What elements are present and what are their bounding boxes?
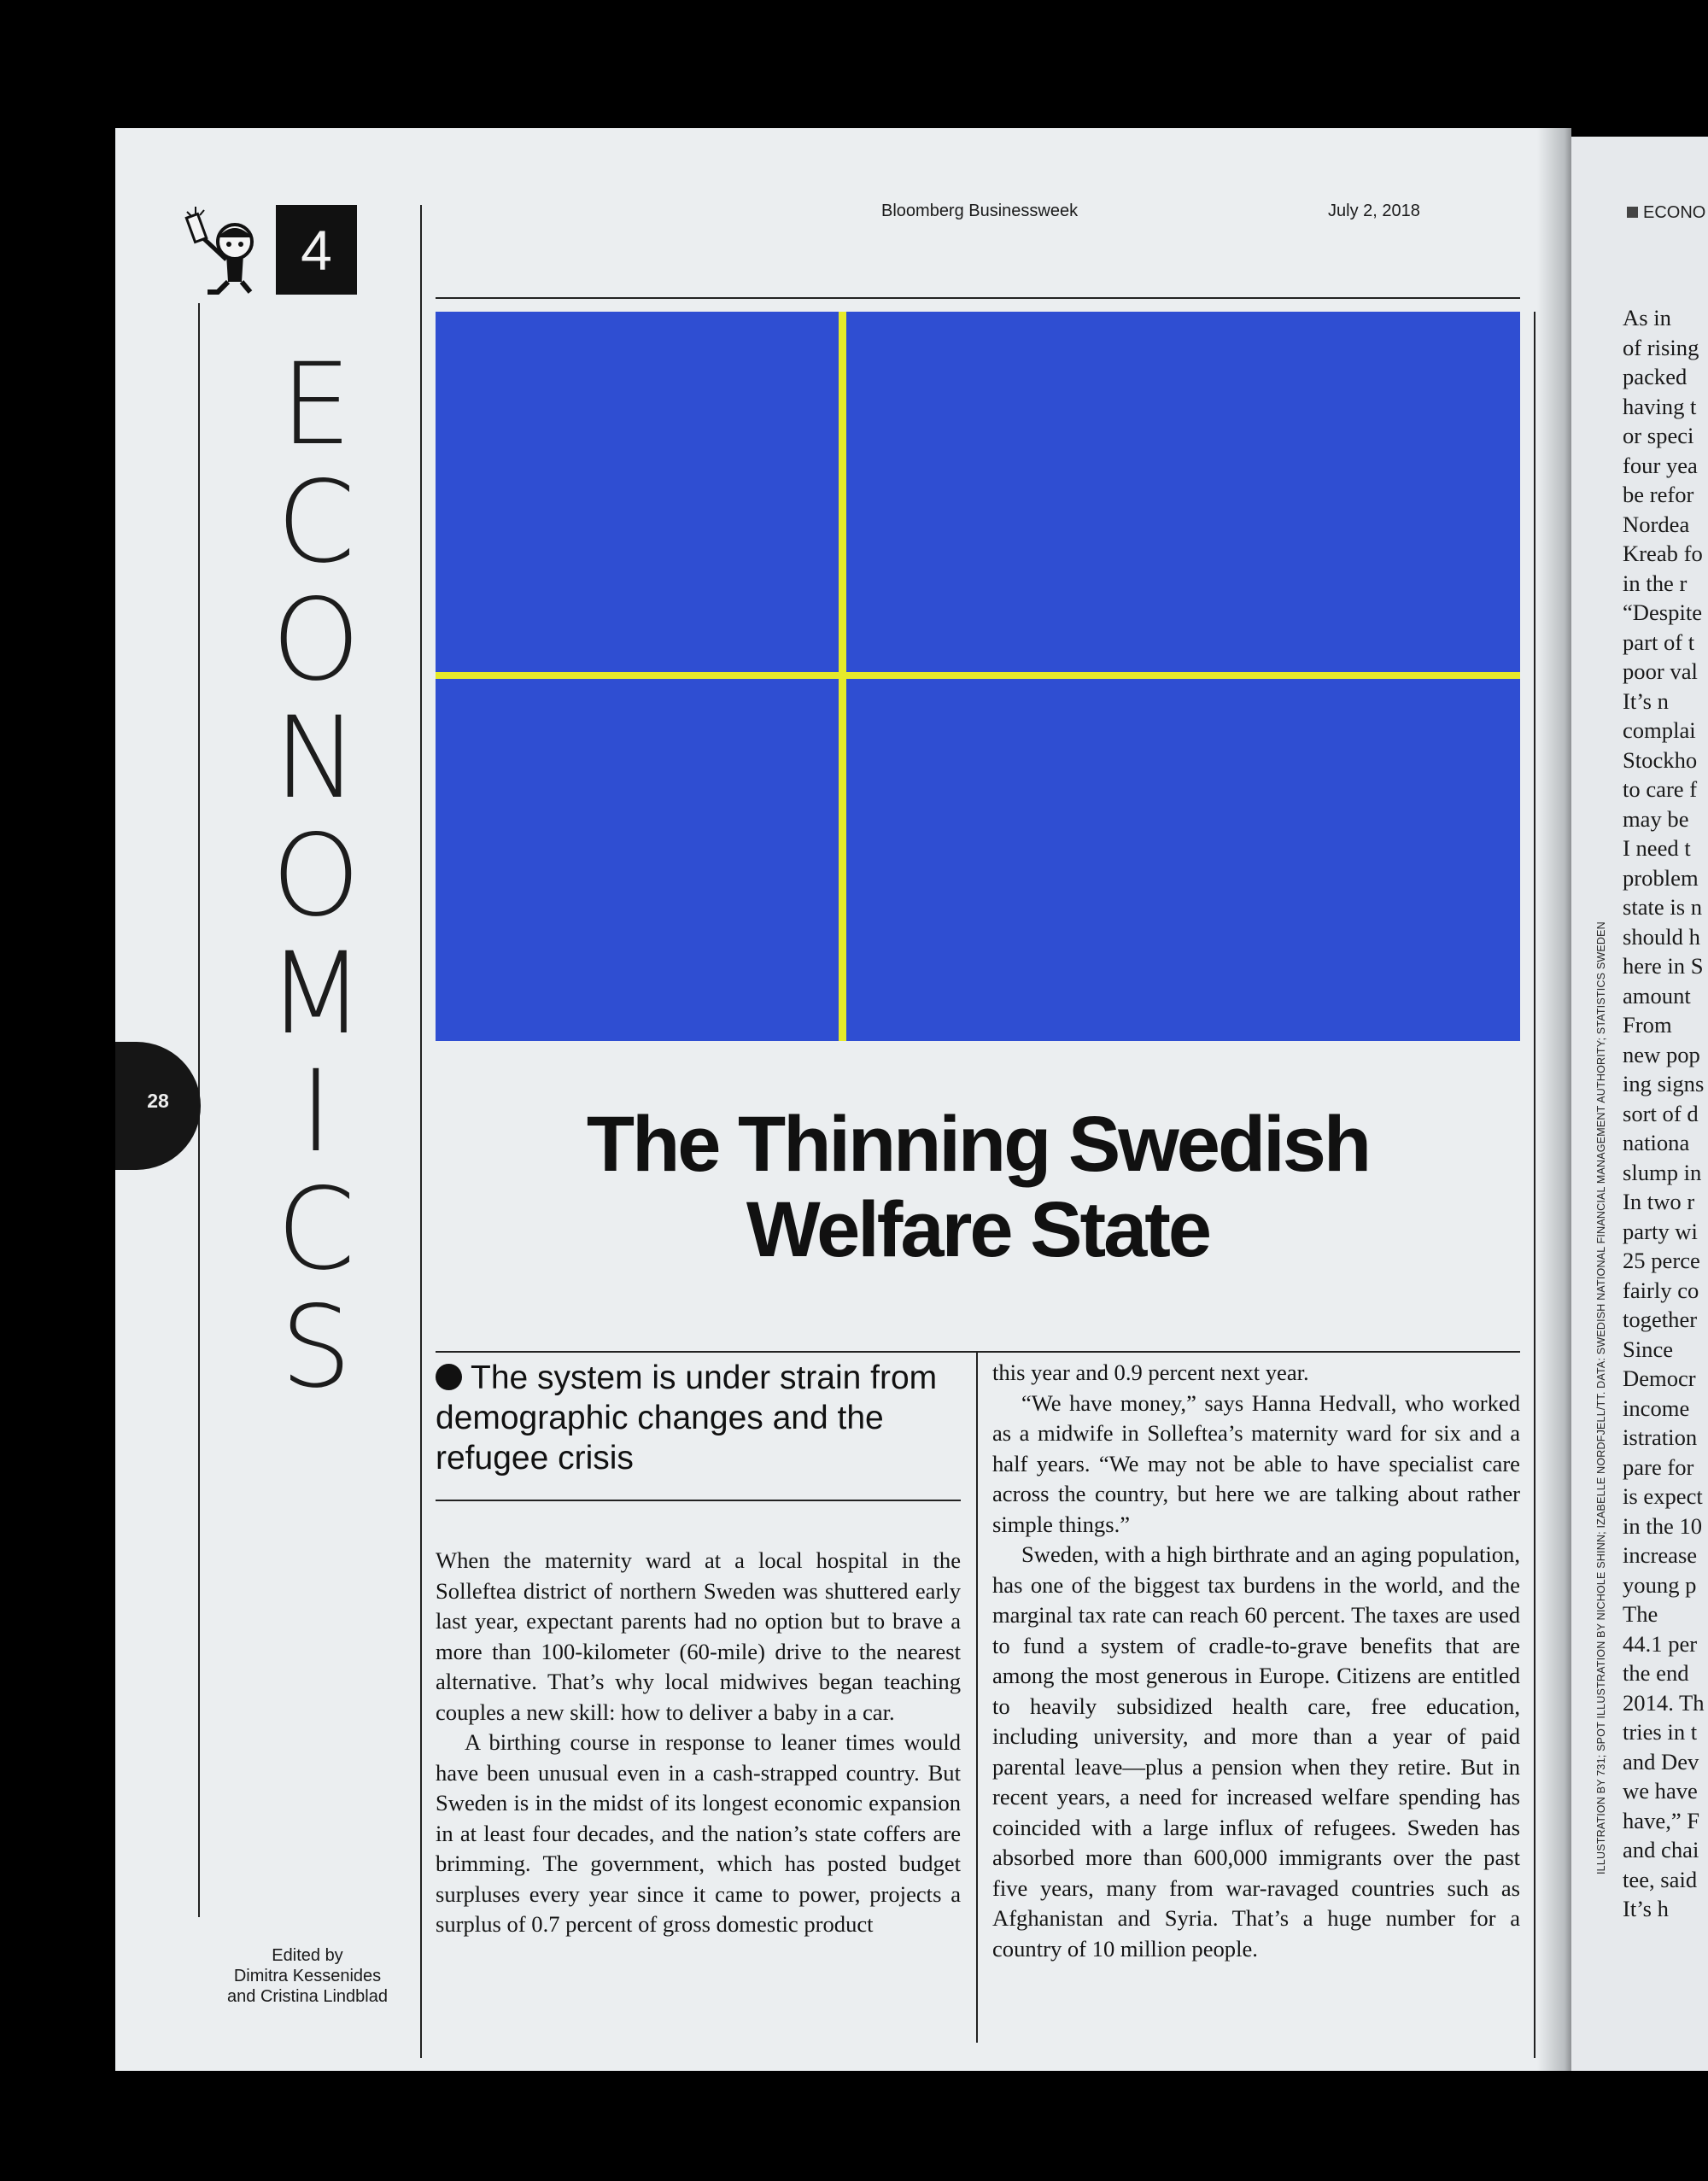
next-page-line: From	[1623, 1012, 1672, 1038]
next-page-line: Since	[1623, 1336, 1674, 1362]
section-letter: C	[276, 457, 356, 588]
next-page-line: complai	[1623, 717, 1696, 743]
next-page-header	[1627, 203, 1705, 223]
section-letter: N	[273, 693, 359, 824]
next-page-line: Nordea	[1623, 511, 1690, 537]
next-page-section-label: ECONO	[1643, 203, 1706, 222]
next-page-line: pare for	[1623, 1453, 1694, 1480]
deck-rule	[436, 1500, 961, 1501]
next-page-line: amount	[1623, 982, 1691, 1009]
next-page-line: tee, said	[1623, 1866, 1698, 1892]
next-page-line: fairly co	[1623, 1277, 1699, 1303]
next-page-line: As in	[1623, 305, 1671, 330]
section-letter: I	[299, 1046, 333, 1178]
next-page-line: have,” F	[1623, 1807, 1700, 1833]
next-page-line: should h	[1623, 923, 1700, 950]
next-page-line: and chai	[1623, 1837, 1699, 1862]
editors-line: and Cristina Lindblad	[227, 1987, 388, 2006]
next-page-line: ing signs	[1623, 1071, 1705, 1096]
headline-line: The Thinning Swedish	[586, 1101, 1370, 1188]
next-page-line: I need t	[1623, 835, 1691, 861]
paragraph: this year and 0.9 percent next year.	[992, 1359, 1309, 1385]
next-page-line: 44.1 per	[1623, 1630, 1698, 1657]
next-page-line: 2014. Th	[1623, 1689, 1705, 1716]
paragraph: “We have money,” says Hanna Hedvall, who worked as a midwife in Solleftea’s maternity ward for six and a half years. “We may not be able to have specialist care across the country, but here we are talking about rather simple things.”	[992, 1389, 1520, 1537]
article-column-1	[436, 1546, 961, 1940]
next-page-line: here in S	[1623, 953, 1704, 979]
publication-name: Bloomberg Businessweek	[881, 202, 1079, 220]
headline-rule	[436, 1351, 1520, 1353]
column-divider	[976, 1351, 978, 2043]
flag-cross-horizontal	[436, 672, 1520, 679]
next-page-line: state is n	[1623, 894, 1703, 920]
section-column-rule	[420, 205, 422, 2058]
next-page-column	[1623, 303, 1708, 1924]
issue-date: July 2, 2018	[1328, 202, 1420, 220]
next-page-line: In two r	[1623, 1189, 1695, 1214]
next-page-line: Kreab fo	[1623, 541, 1703, 566]
next-page-line: having t	[1623, 393, 1697, 419]
next-page-line: and Dev	[1623, 1748, 1699, 1775]
next-page-line: packed	[1623, 364, 1688, 389]
swedish-flag-illustration	[436, 312, 1520, 1041]
page-number: 28	[147, 1090, 169, 1112]
editors-line: Dimitra Kessenides	[233, 1967, 382, 1985]
next-page-line: istration	[1623, 1424, 1698, 1450]
next-page-line: four yea	[1623, 452, 1698, 478]
next-page-line: or speci	[1623, 423, 1694, 448]
next-page-line: tries in t	[1623, 1719, 1698, 1745]
next-page-line: is expect	[1623, 1483, 1703, 1509]
paragraph: When the maternity ward at a local hospital in the Solleftea district of northern Sweden was shuttered early last year, expectant parents had no option but to brave a more than 100-kilometer (60-mile) drive to the nearest alternative. That’s why local midwives began teaching couples a new skill: how to deliver a baby in a car.	[436, 1547, 961, 1725]
editors-line: Edited by	[272, 1946, 343, 1965]
next-page-line: It’s h	[1623, 1896, 1669, 1921]
article-headline	[436, 1102, 1520, 1272]
next-page-line: problem	[1623, 864, 1699, 891]
next-page-line: sort of d	[1623, 1100, 1699, 1126]
next-page-line: poor val	[1623, 658, 1698, 684]
next-page-line: in the 10	[1623, 1512, 1703, 1539]
next-page-line: be refor	[1623, 482, 1694, 507]
next-page-line: to care f	[1623, 776, 1698, 802]
next-page-line: we have	[1623, 1778, 1698, 1804]
next-page-line: new pop	[1623, 1041, 1700, 1067]
flag-right-rule	[1534, 312, 1535, 2058]
next-page-line: young p	[1623, 1571, 1697, 1598]
next-page-line: of rising	[1623, 334, 1699, 360]
mascot-icon	[175, 203, 265, 297]
next-page-line: The	[1623, 1601, 1658, 1627]
section-title	[248, 339, 384, 1413]
next-page-line: Democr	[1623, 1365, 1696, 1391]
next-page-line: nationa	[1623, 1130, 1690, 1155]
next-page-line: in the r	[1623, 570, 1688, 596]
next-page-line: slump in	[1623, 1159, 1702, 1185]
article-deck	[436, 1358, 965, 1478]
paragraph: Sweden, with a high birthrate and an aging population, has one of the biggest tax burdens in the world, and the marginal tax rate can reach 60 percent. The taxes are used to fund a system of cradle-to-grave benefits that are among the most generous in Europe. Citizens are entitled to heavily subsidized health care, free education, including university, and more than a year of paid parental leave—plus a pension when they retire. But in recent years, a need for increased welfare spending has coincided with a large influx of refugees. Sweden has absorbed more than 600,000 immigrants over the past five years, many from war-ravaged countries such as Afghanistan and Syria. That’s a huge number for a country of 10 million people.	[992, 1541, 1520, 1962]
next-page-line: It’s n	[1623, 687, 1669, 714]
next-page-line: together	[1623, 1307, 1698, 1332]
bullet-icon	[436, 1364, 462, 1390]
page-gutter	[1537, 128, 1571, 2071]
next-page-line: party wi	[1623, 1218, 1698, 1244]
header-rule	[436, 297, 1520, 299]
section-square-icon	[1627, 207, 1638, 218]
section-letter: O	[272, 810, 360, 942]
paragraph: A birthing course in response to leaner times would have been unusual even in a cash-strapped country. But Sweden is in the midst of its longest economic expansion in at least four decades, and the nation’s state coffers are brimming. The government, which has posted budget surpluses every year since it came to power, projects a surplus of 0.7 percent of gross domestic product	[436, 1729, 961, 1937]
section-letter: O	[272, 575, 360, 706]
section-letter: C	[276, 1164, 356, 1295]
next-page-line: Stockho	[1623, 746, 1698, 773]
editors-credit	[209, 1945, 406, 2007]
next-page-line: “Despite	[1623, 599, 1703, 625]
section-number: 4	[276, 205, 357, 295]
headline-line: Welfare State	[746, 1186, 1210, 1273]
section-letter: M	[267, 928, 365, 1060]
next-page-line: part of t	[1623, 629, 1695, 655]
section-letter: E	[280, 339, 352, 471]
article-column-2	[992, 1358, 1520, 1964]
next-page-line: the end	[1623, 1660, 1689, 1686]
section-letter: S	[280, 1282, 352, 1413]
next-page-line: increase	[1623, 1542, 1698, 1568]
next-page-line: 25 perce	[1623, 1248, 1700, 1273]
deck-text: The system is under strain from demographic changes and the refugee crisis	[436, 1359, 938, 1476]
image-credit: ILLUSTRATION BY 731; SPOT ILLUSTRATION BY NICHOLE SHINN; IZABELLE NORDFJELL/TT. DATA: SWEDISH NATIONAL FINANCIAL MANAGEMENT AUTHORITY; STATISTICS SWEDEN	[1595, 921, 1607, 1874]
next-page-line: may be	[1623, 805, 1689, 832]
next-page-line: income	[1623, 1395, 1690, 1421]
